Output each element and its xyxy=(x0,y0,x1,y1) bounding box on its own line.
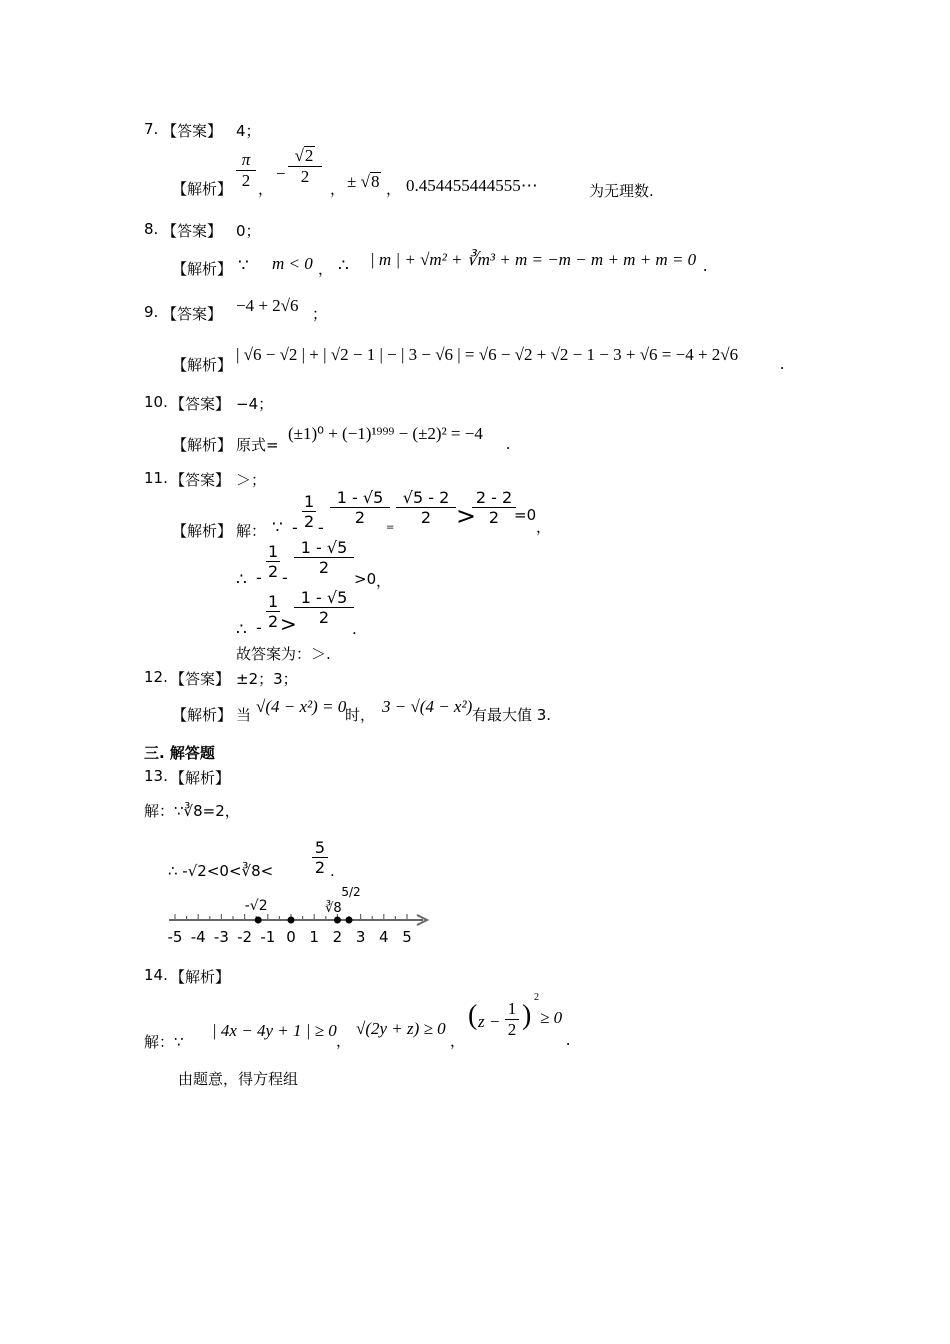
q14-period: . xyxy=(566,1030,571,1049)
number-line-point-label: ∛8 xyxy=(325,901,342,916)
q7-comma-2: ， xyxy=(330,180,346,198)
number-line-tick-label: -3 xyxy=(213,928,229,946)
q7-pi-over-2: π 2 xyxy=(236,150,256,191)
q10-answer: −4； xyxy=(236,395,274,413)
q13-five-halves: 5 2 xyxy=(312,838,328,877)
q11-jie: 解： xyxy=(236,522,267,540)
q14-jie: 解：∵ xyxy=(144,1033,184,1051)
number-line-point xyxy=(255,917,262,924)
q8-analysis-tag: 【解析】 xyxy=(172,260,233,278)
q11-because: ∵ xyxy=(272,518,283,537)
q12-analysis-tag: 【解析】 xyxy=(172,706,233,724)
q12-tail: 有最大值 3. xyxy=(472,706,552,724)
q8-expression: | m | + √m² + ∛m³ + m = −m − m + m + m = 0 xyxy=(370,250,697,269)
q12-answer-tag: 【答案】 xyxy=(170,670,231,688)
q10-analysis-tag: 【解析】 xyxy=(172,436,233,454)
q8-answer-tag: 【答案】 xyxy=(162,222,223,240)
q9-number: 9. xyxy=(144,303,159,321)
q14-paren-close: ) xyxy=(522,1000,532,1031)
q9-period: . xyxy=(780,354,785,373)
q10-number: 10. xyxy=(144,393,168,411)
q10-answer-tag: 【答案】 xyxy=(170,395,231,413)
q11-answer-tag: 【答案】 xyxy=(170,471,231,489)
q14-comma-1: ， xyxy=(336,1032,352,1050)
q11-conclusion: 故答案为：＞. xyxy=(236,645,331,663)
q9-expression: | √6 − √2 | + | √2 − 1 | − | 3 − √6 | = √6 − √2 + √2 − 1 − 3 + √6 = −4 + 2√6 xyxy=(236,345,739,364)
q12-expr2: 3 − √(4 − x²) xyxy=(382,697,473,716)
q11-frac-sqrt5-minus-2: √5 - 2 2 xyxy=(396,488,456,527)
number-line-tick-label: -4 xyxy=(190,928,206,946)
q9-answer-tag: 【答案】 xyxy=(162,305,223,323)
q11-half-2: 1 2 xyxy=(268,542,279,581)
q7-comma-3: ， xyxy=(386,180,402,198)
number-line-tick-label: 1 xyxy=(309,928,319,946)
number-line-tick-label: 2 xyxy=(332,928,343,946)
q9-answer: −4 + 2√6 xyxy=(236,296,299,315)
q11-minus-2: - xyxy=(318,518,324,537)
q11-analysis-tag: 【解析】 xyxy=(172,522,233,540)
q14-number: 14. xyxy=(144,966,168,984)
q8-period: . xyxy=(703,256,708,275)
q11-minus-1: - xyxy=(292,518,298,537)
q12-expr1: √(4 − x²) = 0 xyxy=(256,697,347,716)
q10-period: . xyxy=(506,434,511,453)
number-line-point xyxy=(346,917,353,924)
q12-shi: 时， xyxy=(345,706,376,724)
q14-line2: 由题意，得方程组 xyxy=(178,1070,299,1088)
q7-decimal: 0.454455444555⋯ xyxy=(406,176,538,195)
q14-comma-2: ， xyxy=(450,1032,466,1050)
number-line-point xyxy=(288,917,295,924)
number-line-axis xyxy=(168,885,427,946)
q11-frac-1minus-sqrt5-2: 1 - √5 2 xyxy=(294,538,354,577)
q11-answer: ＞； xyxy=(236,471,267,489)
q7-tail: 为无理数. xyxy=(589,182,654,200)
q13-period: . xyxy=(330,862,335,880)
q9-semicolon: ； xyxy=(312,305,328,323)
q8-condition: m < 0 xyxy=(272,254,313,273)
number-line-point-label: 5/2 xyxy=(341,885,361,899)
q13-analysis-tag: 【解析】 xyxy=(170,769,231,787)
q11-therefore-2: ∴ xyxy=(236,620,247,639)
q13-line1: 解：∵∛8=2， xyxy=(144,802,240,820)
q9-analysis-tag: 【解析】 xyxy=(172,356,233,374)
q11-number: 11. xyxy=(144,469,168,487)
q11-frac-1minus-sqrt5-3: 1 - √5 2 xyxy=(294,588,354,627)
number-line-tick-label: 4 xyxy=(379,928,389,946)
q10-prefix: 原式= xyxy=(236,436,279,454)
q11-frac-2minus2: 2 - 2 2 xyxy=(472,488,516,527)
q14-geq0: ≥ 0 xyxy=(540,1008,563,1027)
q11-frac-1minus-sqrt5-1: 1 - √5 2 xyxy=(330,488,390,527)
q11-minus-5: - xyxy=(256,618,262,637)
q11-period: . xyxy=(352,620,357,638)
q12-answer: ±2；3； xyxy=(236,670,298,688)
q8-answer: 0； xyxy=(236,222,261,240)
q14-analysis-tag: 【解析】 xyxy=(170,968,231,986)
q14-expr1: | 4x − 4y + 1 | ≥ 0 xyxy=(212,1021,337,1040)
q11-half-3: 1 2 xyxy=(268,592,279,631)
q13-line2: ∴ -√2<0<∛8< xyxy=(168,862,274,880)
q7-number: 7. xyxy=(144,120,159,138)
q8-therefore: ∴ xyxy=(338,256,349,275)
section-title: 三. 解答题 xyxy=(144,744,215,762)
q14-square: 2 xyxy=(534,992,539,1003)
number-line-tick-label: 0 xyxy=(286,928,296,946)
q11-comma-1: ， xyxy=(536,518,552,536)
q11-minus-3: - xyxy=(256,568,262,587)
q12-number: 12. xyxy=(144,668,168,686)
q8-comma: ， xyxy=(318,260,334,278)
number-line-tick-label: 3 xyxy=(355,928,366,946)
q11-gt: > xyxy=(456,502,477,530)
number-line-tick-label: -5 xyxy=(167,928,183,946)
number-line xyxy=(165,884,435,950)
q11-minus-4: - xyxy=(282,568,288,587)
q11-gt0: >0 xyxy=(354,570,377,588)
q11-comma-2: ， xyxy=(376,572,392,590)
number-line-tick-label: -2 xyxy=(237,928,253,946)
q7-analysis-tag: 【解析】 xyxy=(172,180,233,198)
q14-half: 1 2 xyxy=(505,999,519,1040)
q7-sqrt2-over-2: √2 2 xyxy=(288,146,322,187)
number-line-tick-label: 5 xyxy=(402,928,412,946)
q7-comma-1: ， xyxy=(258,180,274,198)
q14-expr2: √(2y + z) ≥ 0 xyxy=(356,1019,446,1038)
q14-z-minus: z − xyxy=(478,1012,501,1031)
q8-because: ∵ xyxy=(238,256,249,275)
q10-expression: (±1)⁰ + (−1)¹⁹⁹⁹ − (±2)² = −4 xyxy=(288,424,483,443)
q14-paren-open: ( xyxy=(468,1000,478,1031)
q12-when: 当 xyxy=(236,706,252,724)
number-line-point xyxy=(334,917,341,924)
number-line-tick-label: -1 xyxy=(260,928,276,946)
q7-neg: − xyxy=(276,164,286,183)
q11-half-1: 1 2 xyxy=(304,492,315,531)
q7-pm-sqrt8: ± √8 xyxy=(347,172,380,191)
q11-gt-2: > xyxy=(280,612,297,636)
q11-therefore-1: ∴ xyxy=(236,570,247,589)
q11-eq0: =0 xyxy=(514,506,537,524)
q7-answer-tag: 【答案】 xyxy=(162,122,223,140)
q7-answer: 4； xyxy=(236,122,261,140)
number-line-point-label: -√2 xyxy=(244,898,268,914)
q11-equals: = xyxy=(386,522,395,533)
q8-number: 8. xyxy=(144,220,159,238)
q13-number: 13. xyxy=(144,767,168,785)
